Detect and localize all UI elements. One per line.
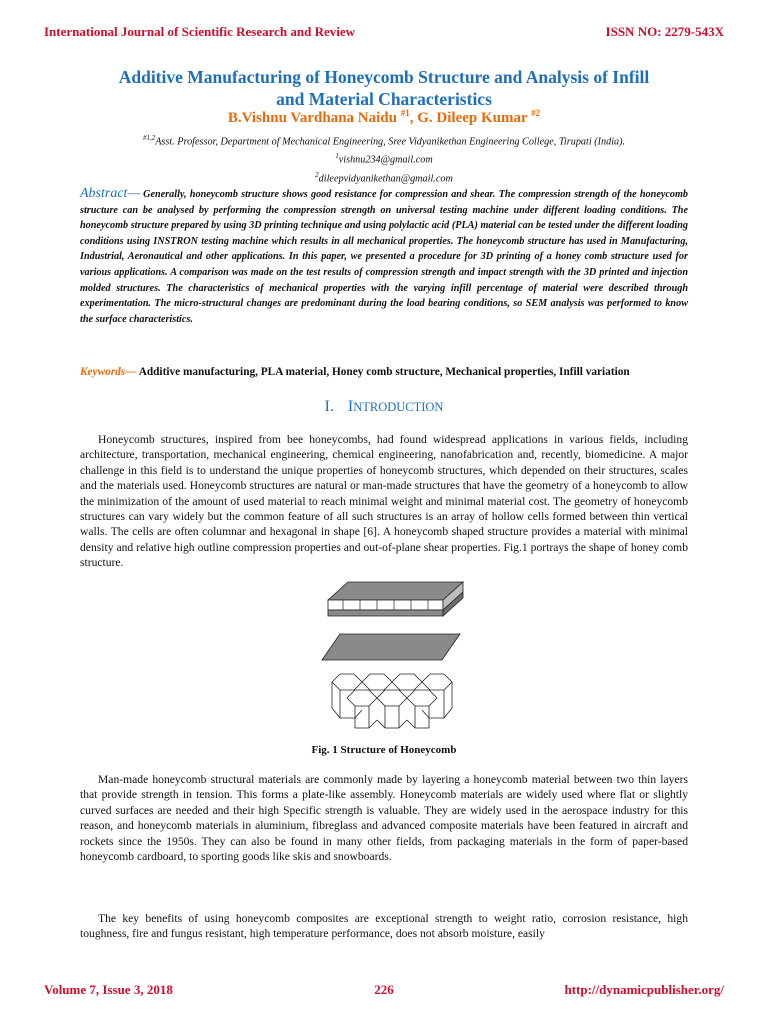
email-2: dileepvidyanikethan@gmail.com <box>318 173 453 185</box>
top-panel-core <box>328 600 443 610</box>
abstract-text: Generally, honeycomb structure shows good resistance for compression and shear. The compression strength of the honeycomb structure can be analysed by performing the compression strength on universal testing machine under different loading conditions. The honeycomb structure prepared by using 3D printing technique and using polylactic acid (PLA) material can be tested under the different loading conditions using INSTRON testing machine which results in all mechanical properties. The honeycomb structure has used in Manufacturing, Industrial, Aeronautical and other applications. In this paper, we presented a procedure for 3D printing of a honey comb structure used for various applications. A comparison was made on the test results of compression strength and impact strength with the 3D printed and injection molded structures. The characteristics of mechanical properties with the varying infill percentage of material were described through experimentation. The micro-structural changes are predominant during the load bearing conditions, so SEM analysis was performed to know the surface characteristics. <box>80 189 688 325</box>
abstract <box>80 186 688 327</box>
author-separator: , <box>409 110 418 126</box>
honeycomb-core <box>332 674 452 728</box>
keywords-label: Keywords— <box>80 366 137 378</box>
footer-volume: Volume 7, Issue 3, 2018 <box>44 982 173 997</box>
paper-title-line-1: Additive Manufacturing of Honeycomb Structure and Analysis of Infill <box>118 67 650 87</box>
honeycomb-structure-figure <box>318 578 468 733</box>
section-heading-introduction <box>0 398 768 416</box>
paper-title-line-2: and Material Characteristics <box>276 89 492 109</box>
paper-title <box>60 66 708 110</box>
intro-paragraph-3: The key benefits of using honeycomb composites are exceptional strength to weight ratio, corrosion resistance, high toughness, fire and fungus resistant, high temperature performance, does not absorb moisture, easily <box>80 912 688 941</box>
footer-url[interactable]: http://dynamicpublisher.org/ <box>564 982 724 997</box>
exploded-face-sheet <box>322 634 460 660</box>
email-2-mark: 2 <box>315 170 319 179</box>
abstract-label: Abstract— <box>80 186 140 201</box>
footer-page-number: 226 <box>374 982 394 997</box>
email-line-2 <box>60 168 708 186</box>
issn-number: ISSN NO: 2279-543X <box>605 24 724 39</box>
authors-line <box>60 108 708 127</box>
bottom-face-sheet <box>328 610 443 616</box>
keywords-text: Additive manufacturing, PLA material, Honey comb structure, Mechanical properties, Infill variation <box>136 366 630 378</box>
journal-name: International Journal of Scientific Research and Review <box>44 24 356 39</box>
top-face-sheet <box>328 582 463 600</box>
section-title-rest: NTRODUCTION <box>353 400 444 414</box>
email-1: vishnu234@gmail.com <box>338 154 433 166</box>
intro-paragraph-1: Honeycomb structures, inspired from bee honeycombs, had found widespread applications in various fields, including architecture, transportation, mechanical engineering, chemical engineering, nanofabrication and, recently, biomedicine. A major challenge in this field is to understand the unique properties of honeycomb structures, which depended on their structures, scales and the materials used. Honeycomb structures are natural or man-made structures that have the geometry of a honeycomb to allow the minimization of the amount of used material to reach minimal weight and minimal material cost. The geometry of honeycomb structures can vary widely but the common feature of all such structures is an array of hollow cells formed between thin vertical walls. The cells are often columnar and hexagonal in shape [6]. A honeycomb shaped structure provides a material with minimal density and relative high outline compression properties and out-of-plane shear properties. Fig.1 portrays the shape of honey comb structure. <box>80 433 688 570</box>
figure-caption: Fig. 1 Structure of Honeycomb <box>311 744 457 756</box>
email-1-mark: 1 <box>335 152 339 161</box>
author-1-mark: #1 <box>400 108 410 118</box>
keywords <box>80 366 688 378</box>
section-number: I. <box>324 398 334 415</box>
affiliation-mark: #1,2 <box>142 134 156 142</box>
section-title-initial: I <box>347 398 354 415</box>
affiliation-text: Asst. Professor, Department of Mechanical Engineering, Sree Vidyanikethan Engineering College, Tirupati (India). <box>155 136 626 148</box>
intro-paragraph-2: Man-made honeycomb structural materials are commonly made by layering a honeycomb material between two thin layers that provide strength in tension. This forms a plate-like assembly. Honeycomb materials are widely used where flat or slightly curved surfaces are needed and their high Specific strength is valuable. They are widely used in the aerospace industry for this reason, and honeycomb materials in aluminium, fibreglass and advanced composite materials have been featured in aircraft and rockets since the 1950s. They can also be found in many other fields, from packaging materials in the form of paper-based honeycomb cardboard, to sporting goods like skis and snowboards. <box>80 773 688 864</box>
affiliation-line <box>60 131 708 149</box>
affiliation-block <box>60 131 708 186</box>
author-1: B.Vishnu Vardhana Naidu <box>227 110 397 126</box>
author-2-mark: #2 <box>531 108 541 118</box>
email-line-1 <box>60 149 708 167</box>
author-2: G. Dileep Kumar <box>417 110 528 126</box>
